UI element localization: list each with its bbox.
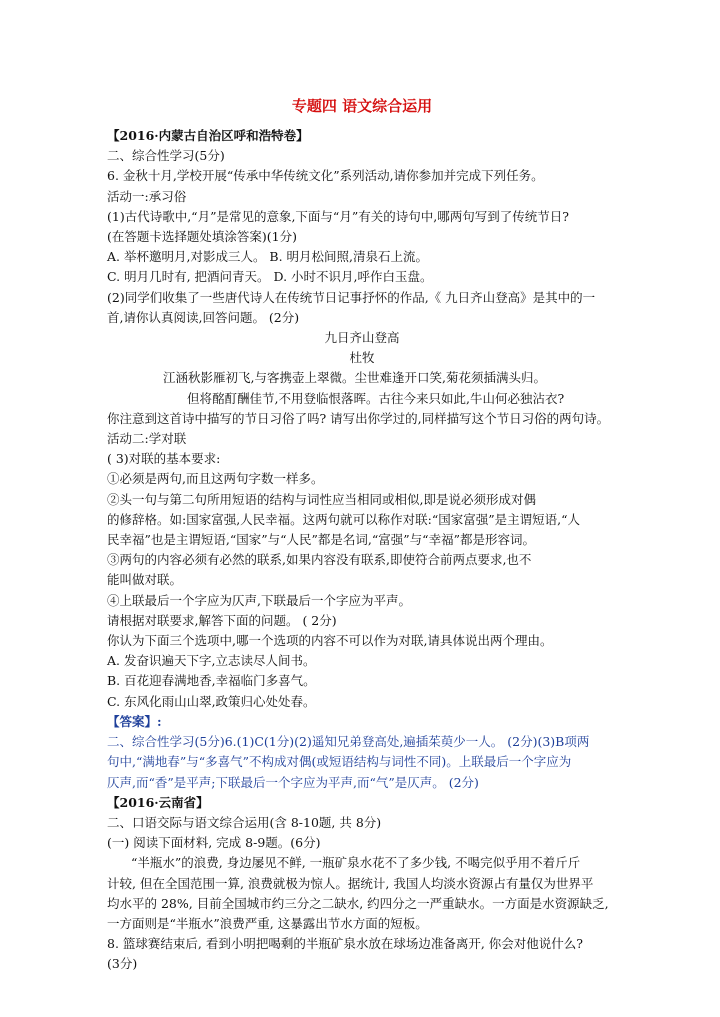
couplet-rule-4: ④上联最后一个字应为仄声,下联最后一个字应为平声。 xyxy=(107,592,411,608)
passage-paragraph-cont: 均水平的 28%, 目前全国城市约三分之二缺水, 约四分之一严重缺水。一方面是水资源缺乏, xyxy=(107,895,609,911)
options-c-d: C. 明月几时有, 把酒问青天。 D. 小时不识月,呼作白玉盘。 xyxy=(107,269,433,285)
section-heading: 二、综合性学习(5分) xyxy=(107,148,225,164)
question-8-score: (3分) xyxy=(107,956,138,972)
subsection-heading: (一) 阅读下面材料, 完成 8-9题。(6分) xyxy=(107,835,321,851)
question-1-text: (1)古代诗歌中,“月”是常见的意象,下面与“月”有关的诗句中,哪两句写到了传统节日? xyxy=(107,208,569,224)
poem-author: 杜牧 xyxy=(349,350,375,366)
couplet-rule-2-cont: 的修辞格。如:国家富强,人民幸福。这两句就可以称作对联:“国家富强”是主谓短语,“人 xyxy=(107,511,581,527)
source-label: 【2016·云南省】 xyxy=(107,794,209,810)
couplet-question: 你认为下面三个选项中,哪一个选项的内容不可以作为对联,请具体说出两个理由。 xyxy=(107,633,553,649)
page-title: 专题四 语文综合运用 xyxy=(291,97,433,115)
couplet-rule-2: ②头一句与第二句所用短语的结构与词性应当相同或相似,即是说必须形成对偶 xyxy=(107,491,536,507)
activity-2-label: 活动二:学对联 xyxy=(107,431,187,447)
couplet-option-a: A. 发奋识遍天下字,立志读尽人间书。 xyxy=(107,653,316,669)
document-page xyxy=(107,95,617,975)
question-2-text-cont: 首,请你认真阅读,回答问题。 (2分) xyxy=(107,309,300,325)
answer-text-cont: 句中,“满地春”与“多喜气”不构成对偶(或短语结构与词性不同)。上联最后一个字应为 xyxy=(107,754,572,770)
passage-paragraph: “半瓶水”的浪费, 身边屡见不鲜, 一瓶矿泉水花不了多少钱, 不喝完似乎用不着斤斤 xyxy=(131,855,581,871)
question-2-text: (2)同学们收集了一些唐代诗人在传统节日记事抒怀的作品,《 九日齐山登高》是其中的一 xyxy=(107,289,596,305)
couplet-request: 请根据对联要求,解答下面的问题。 ( 2分) xyxy=(107,612,337,628)
poem-question: 你注意到这首诗中描写的节日习俗了吗? 请写出你学过的,同样描写这个节日习俗的两句诗。 xyxy=(107,410,610,426)
passage-paragraph-cont: 一方面则是“半瓶水”浪费严重, 这暴露出节水方面的短板。 xyxy=(107,915,428,931)
couplet-option-c: C. 东风化雨山山翠,政策归心处处春。 xyxy=(107,693,316,709)
question-1-note: (在答题卡选择题处填涂答案)(1分) xyxy=(107,229,297,245)
section-heading: 二、口语交际与语文综合运用(含 8-10题, 共 8分) xyxy=(107,814,382,830)
couplet-rule-1: ①必须是两句,而且这两句字数一样多。 xyxy=(107,471,324,487)
question-8-text: 8. 篮球赛结束后, 看到小明把喝剩的半瓶矿泉水放在球场边准备离开, 你会对他说什么? xyxy=(107,936,583,952)
answer-text: 二、综合性学习(5分)6.(1)C(1分)(2)遥知兄弟登高处,遍插茱萸少一人。 (2分)(3)B项两 xyxy=(107,734,590,750)
source-label: 【2016·内蒙古自治区呼和浩特卷】 xyxy=(107,128,309,143)
answer-text-cont: 仄声,而“香”是平声;下联最后一个字应为平声,而“气”是仄声。 (2分) xyxy=(107,774,479,790)
poem-title: 九日齐山登高 xyxy=(324,330,400,346)
question-3-text: ( 3)对联的基本要求: xyxy=(107,451,221,467)
activity-1-label: 活动一:承习俗 xyxy=(107,188,187,204)
couplet-rule-3: ③两句的内容必须有必然的联系,如果内容没有联系,即使符合前两点要求,也不 xyxy=(107,552,532,568)
poem-line: 但将酩酊酬佳节,不用登临恨落晖。古往今来只如此,牛山何必独沾衣? xyxy=(187,390,565,406)
options-a-b: A. 举杯邀明月,对影成三人。 B. 明月松间照,清泉石上流。 xyxy=(107,249,429,265)
poem-line: 江涵秋影雁初飞,与客携壶上翠微。尘世难逢开口笑,菊花须插满头归。 xyxy=(163,370,546,386)
answer-label: 【答案】: xyxy=(107,713,162,729)
question-6-intro: 6. 金秋十月,学校开展“传承中华传统文化”系列活动,请你参加并完成下列任务。 xyxy=(107,168,544,184)
passage-paragraph-cont: 计较, 但在全国范围一算, 浪费就极为惊人。据统计, 我国人均淡水资源占有量仅为世界平 xyxy=(107,875,594,891)
couplet-option-b: B. 百花迎春满地香,幸福临门多喜气。 xyxy=(107,673,316,689)
couplet-rule-2-cont: 民幸福”也是主谓短语,“国家”与“人民”都是名词,“富强”与“幸福”都是形容词。 xyxy=(107,532,535,548)
couplet-rule-3-cont: 能叫做对联。 xyxy=(107,572,183,588)
